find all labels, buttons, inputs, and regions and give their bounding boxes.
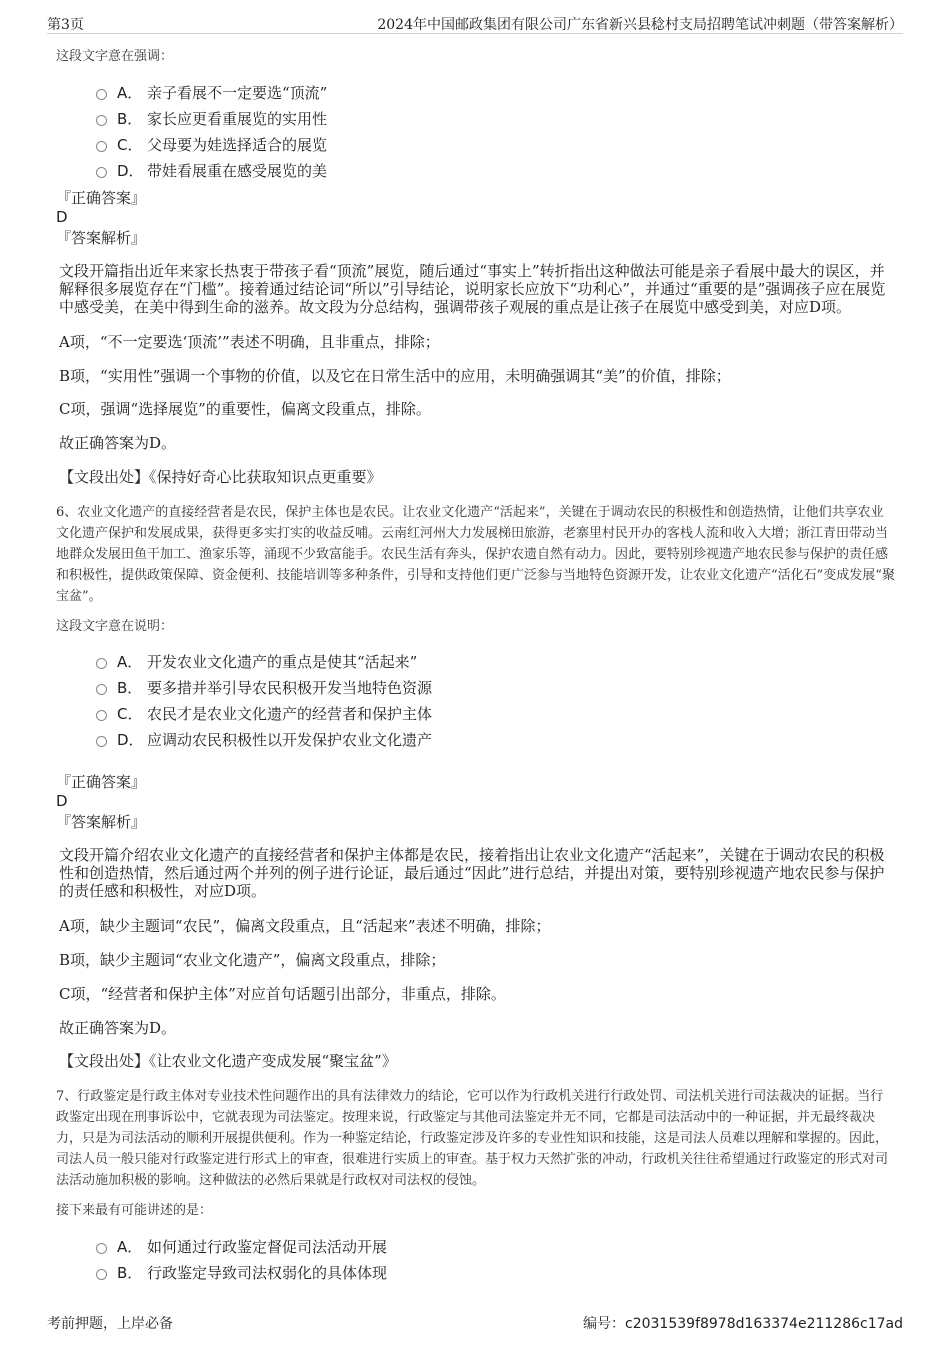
radio-icon[interactable] bbox=[96, 658, 107, 669]
radio-icon[interactable] bbox=[96, 89, 107, 100]
radio-icon[interactable] bbox=[96, 115, 107, 126]
q5-analysis-label: 『答案解析』 bbox=[56, 229, 147, 247]
q6-option-b[interactable]: B． 要多措并举引导农民积极开发当地特色资源 bbox=[96, 677, 432, 698]
q5-analysis-a: A项，“不一定要选‘顶流’”表述不明确，且非重点，排除； bbox=[59, 333, 440, 351]
q7-option-b[interactable]: B． 行政鉴定导致司法权弱化的具体体现 bbox=[96, 1262, 387, 1283]
q5-option-d[interactable]: D． 带娃看展重在感受展览的美 bbox=[96, 160, 327, 181]
q5-analysis-b: B项，“实用性”强调一个事物的价值，以及它在日常生活中的应用，未明确强调其“美”的价值，排除； bbox=[59, 367, 731, 385]
q6-option-c[interactable]: C． 农民才是农业文化遗产的经营者和保护主体 bbox=[96, 703, 432, 724]
q5-answer: D bbox=[56, 208, 68, 226]
q5-analysis-main: 文段开篇指出近年来家长热衷于带孩子看“顶流”展览，随后通过“事实上”转折指出这种做法可能是亲子看展中最大的误区，并解释很多展览存在“门槛”。接着通过结论词“所以”引导结论，说明家长应放下“功利心”，并通过“重要的是”强调孩子应在展览中感受美，在美中得到生命的滋养。故文段为分总结构，强调带孩子观展的重点是让孩子在展览中感受到美，对应D项。 bbox=[59, 262, 886, 316]
q5-prompt: 这段文字意在强调： bbox=[56, 49, 174, 64]
radio-icon[interactable] bbox=[96, 710, 107, 721]
footer-code bbox=[583, 1313, 903, 1333]
q6-source: 【文段出处】《让农业文化遗产变成发展“聚宝盆”》 bbox=[59, 1052, 397, 1070]
footer-code-value: c2031539f8978d163374e211286c17ad bbox=[625, 1316, 903, 1332]
q6-conclusion: 故正确答案为D。 bbox=[59, 1019, 177, 1037]
radio-icon[interactable] bbox=[96, 141, 107, 152]
q5-option-b[interactable]: B． 家长应更看重展览的实用性 bbox=[96, 108, 327, 129]
page-number: 第3页 bbox=[47, 17, 84, 33]
radio-icon[interactable] bbox=[96, 736, 107, 747]
document-title: 2024年中国邮政集团有限公司广东省新兴县稔村支局招聘笔试冲刺题（带答案解析） bbox=[377, 17, 903, 33]
radio-icon[interactable] bbox=[96, 1269, 107, 1280]
q5-source: 【文段出处】《保持好奇心比获取知识点更重要》 bbox=[59, 468, 382, 486]
q6-answer-label: 『正确答案』 bbox=[56, 773, 147, 791]
radio-icon[interactable] bbox=[96, 167, 107, 178]
radio-icon[interactable] bbox=[96, 684, 107, 695]
q6-analysis-label: 『答案解析』 bbox=[56, 813, 147, 831]
q5-answer-label: 『正确答案』 bbox=[56, 189, 147, 207]
q7-prompt: 接下来最有可能讲述的是： bbox=[56, 1203, 213, 1218]
q6-analysis-b: B项，缺少主题词“农业文化遗产”，偏离文段重点，排除； bbox=[59, 951, 446, 969]
q6-analysis-main: 文段开篇介绍农业文化遗产的直接经营者和保护主体都是农民，接着指出让农业文化遗产“活起来”，关键在于调动农民的积极性和创造热情，然后通过两个并列的例子进行论证，最后通过“因此”进行总结，并提出对策，要特别珍视遗产地农民参与保护的责任感和积极性，对应D项。 bbox=[59, 846, 885, 900]
q6-analysis-a: A项，缺少主题词“农民”，偏离文段重点，且“活起来”表述不明确，排除； bbox=[59, 917, 551, 935]
q6-answer: D bbox=[56, 792, 68, 810]
q5-option-c[interactable]: C． 父母要为娃选择适合的展览 bbox=[96, 134, 327, 155]
q6-analysis-c: C项，“经营者和保护主体”对应首句话题引出部分，非重点，排除。 bbox=[59, 985, 506, 1003]
q6-option-d[interactable]: D． 应调动农民积极性以开发保护农业文化遗产 bbox=[96, 729, 432, 750]
header-divider bbox=[47, 33, 903, 34]
radio-icon[interactable] bbox=[96, 1243, 107, 1254]
q5-conclusion: 故正确答案为D。 bbox=[59, 434, 177, 452]
q6-stem: 6、农业文化遗产的直接经营者是农民，保护主体也是农民。让农业文化遗产“活起来”，关键在于调动农民的积极性和创造热情，让他们共享农业文化遗产保护和发展成果，获得更多实打实的收益反哺。云南红河州大力发展梯田旅游，老寨里村民开办的客栈人流和收入大增；浙江青田带动当地群众发展田鱼干加工、渔家乐等，涌现不少致富能手。农民生活有奔头，保护农遗自然有动力。因此，要特别珍视遗产地农民参与保护的责任感和积极性，提供政策保障、资金便利、技能培训等多种条件，引导和支持他们更广泛参与当地特色资源开发，让农业文化遗产“活化石”变成发展“聚宝盆”。 bbox=[56, 505, 895, 604]
q6-prompt: 这段文字意在说明： bbox=[56, 619, 174, 634]
footer-code-label: 编号： bbox=[583, 1316, 626, 1332]
footer-slogan: 考前押题，上岸必备 bbox=[47, 1316, 173, 1332]
q5-option-a[interactable]: A． 亲子看展不一定要选“顶流” bbox=[96, 82, 327, 103]
q7-stem: 7、行政鉴定是行政主体对专业技术性问题作出的具有法律效力的结论，它可以作为行政机关进行行政处罚、司法机关进行司法裁决的证据。当行政鉴定出现在刑事诉讼中，它就表现为司法鉴定。按理来说，行政鉴定与其他司法鉴定并无不同，它都是司法活动中的一种证据，并无最终裁决力，只是为司法活动的顺利开展提供便利。作为一种鉴定结论，行政鉴定涉及许多的专业性知识和技能，这是司法人员难以理解和掌握的。因此，司法人员一般只能对行政鉴定进行形式上的审查，很难进行实质上的审查。基于权力天然扩张的冲动，行政机关往往希望通过行政鉴定的形式对司法活动施加积极的影响。这种做法的必然后果就是行政权对司法权的侵蚀。 bbox=[56, 1089, 889, 1188]
q5-analysis-c: C项，强调“选择展览”的重要性，偏离文段重点，排除。 bbox=[59, 400, 431, 418]
q6-option-a[interactable]: A． 开发农业文化遗产的重点是使其“活起来” bbox=[96, 651, 417, 672]
q7-option-a[interactable]: A． 如何通过行政鉴定督促司法活动开展 bbox=[96, 1236, 387, 1257]
